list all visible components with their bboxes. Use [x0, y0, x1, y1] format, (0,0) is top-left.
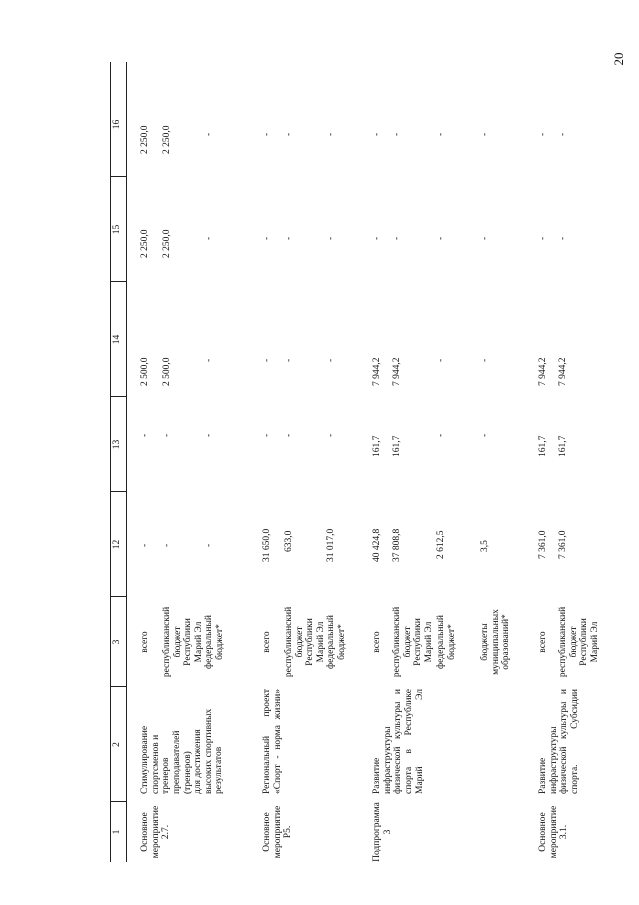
row-2-7-rep-14: 2 500,0 — [162, 357, 172, 386]
row-2-7-fed-16: - — [204, 132, 214, 136]
row-sub3-rep-15: - — [392, 236, 402, 240]
column-header-16: 16 — [112, 119, 122, 130]
row-p5-source-republic: республиканский бюджет Республики Марий Эл — [284, 606, 326, 678]
row-2-7-fed-15: - — [204, 236, 214, 240]
row-sub3-total-12: 40 424,8 — [372, 528, 382, 562]
row-p5-fed-16: - — [326, 132, 336, 136]
row-2-7-code: Основное мероприятие 2.7. — [140, 805, 172, 859]
row-sub3-total-13: 161,7 — [372, 435, 382, 457]
row-sub3-rep-14: 7 944,2 — [392, 357, 402, 386]
budget-table — [110, 62, 630, 862]
column-header-15: 15 — [112, 224, 122, 235]
table-top-border — [110, 62, 111, 862]
row-3-1-total-14: 7 944,2 — [538, 357, 548, 386]
row-3-1-code: Основное мероприятие 3.1. — [538, 805, 570, 859]
row-sub3-fed-12: 2 612,5 — [436, 530, 446, 559]
row-p5-rep-15: - — [284, 236, 294, 240]
column-header-2: 2 — [112, 742, 122, 747]
row-sub3-total-14: 7 944,2 — [372, 357, 382, 386]
row-p5-rep-16: - — [284, 132, 294, 136]
column-header-13: 13 — [112, 439, 122, 450]
column-header-1: 1 — [112, 829, 122, 835]
row-2-7-rep-13: - — [162, 433, 172, 437]
row-p5-fed-13: - — [326, 433, 336, 437]
row-p5-code: Основное мероприятие Р5. — [262, 805, 294, 859]
row-3-1-total-15: - — [538, 236, 548, 240]
row-sub3-fed-15: - — [436, 236, 446, 240]
row-3-1-total-16: - — [538, 132, 548, 136]
column-header-3: 3 — [112, 639, 122, 645]
column-header-12: 12 — [112, 539, 122, 550]
row-sub3-mun-14: - — [480, 358, 490, 362]
row-2-7-fed-13: - — [204, 433, 214, 437]
row-p5-source-total: всего — [262, 631, 272, 653]
row-p5-fed-12: 31 017,0 — [326, 528, 336, 562]
row-3-1-rep-12: 7 361,0 — [558, 530, 568, 559]
row-p5-source-federal: федеральный бюджет* — [326, 615, 347, 669]
row-2-7-rep-16: 2 250,0 — [162, 125, 172, 154]
row-2-7-rep-12: - — [162, 543, 172, 547]
row-2-7-fed-12: - — [204, 543, 214, 547]
row-sub3-mun-13: - — [480, 433, 490, 437]
row-2-7-source-total: всего — [140, 631, 150, 653]
row-3-1-rep-13: 161,7 — [558, 435, 568, 457]
row-sub3-source-total: всего — [372, 631, 382, 653]
row-3-1-title: Развитие инфраструктуры физической культуры и спорта. Субсидии — [538, 689, 580, 794]
row-p5-rep-13: - — [284, 433, 294, 437]
row-3-1-rep-14: 7 944,2 — [558, 357, 568, 386]
row-sub3-mun-15: - — [480, 236, 490, 240]
row-sub3-mun-16: - — [480, 132, 490, 136]
row-sub3-mun-12: 3,5 — [480, 540, 490, 552]
row-p5-total-13: - — [262, 433, 272, 437]
row-p5-total-16: - — [262, 132, 272, 136]
row-p5-fed-14: - — [326, 358, 336, 362]
row-3-1-rep-15: - — [558, 236, 568, 240]
row-2-7-total-16: 2 250,0 — [140, 125, 150, 154]
row-2-7-total-12: - — [140, 543, 150, 547]
row-3-1-rep-16: - — [558, 132, 568, 136]
row-2-7-source-republic: республиканский бюджет Республики Марий Эл — [162, 606, 204, 678]
row-sub3-fed-13: - — [436, 433, 446, 437]
row-p5-total-15: - — [262, 236, 272, 240]
row-sub3-rep-16: - — [392, 132, 402, 136]
row-3-1-total-12: 7 361,0 — [538, 530, 548, 559]
row-2-7-total-14: 2 500,0 — [140, 357, 150, 386]
row-sub3-code: Подпрограмма 3 — [372, 802, 393, 862]
row-3-1-source-total: всего — [538, 631, 548, 653]
row-2-7-total-15: 2 250,0 — [140, 229, 150, 258]
row-sub3-rep-13: 161,7 — [392, 435, 402, 457]
row-p5-title: Региональный проект «Спорт - норма жизни» — [262, 689, 283, 794]
row-sub3-total-15: - — [372, 236, 382, 240]
row-sub3-total-16: - — [372, 132, 382, 136]
header-bottom-border — [126, 62, 127, 862]
row-3-1-total-13: 161,7 — [538, 435, 548, 457]
column-header-14: 14 — [112, 334, 122, 345]
row-p5-total-14: - — [262, 358, 272, 362]
page-number: 20 — [611, 52, 626, 66]
row-p5-fed-15: - — [326, 236, 336, 240]
row-2-7-source-federal: федеральный бюджет* — [204, 615, 225, 669]
row-sub3-fed-16: - — [436, 132, 446, 136]
row-2-7-title: Стимулирование спортсменов и тренеров преподавателей (тренеров) для достижения высоких спортивных результатов — [140, 708, 225, 794]
row-sub3-source-federal: федеральный бюджет* — [436, 615, 457, 669]
row-sub3-source-municipal: бюджеты муниципальных образований* — [480, 609, 512, 675]
row-p5-rep-14: - — [284, 358, 294, 362]
row-sub3-rep-12: 37 808,8 — [392, 528, 402, 562]
row-2-7-rep-15: 2 250,0 — [162, 229, 172, 258]
row-3-1-source-republic: республиканский бюджет Республики Марий Эл — [558, 606, 600, 678]
row-sub3-title: Развитие инфраструктуры физической культуры и спорта в Республике Марий Эл — [372, 689, 425, 794]
row-sub3-source-republic: республиканский бюджет Республики Марий Эл — [392, 606, 434, 678]
row-p5-rep-12: 633,0 — [284, 530, 294, 552]
row-2-7-total-13: - — [140, 433, 150, 437]
row-p5-total-12: 31 650,0 — [262, 528, 272, 562]
row-sub3-fed-14: - — [436, 358, 446, 362]
row-2-7-fed-14: - — [204, 358, 214, 362]
